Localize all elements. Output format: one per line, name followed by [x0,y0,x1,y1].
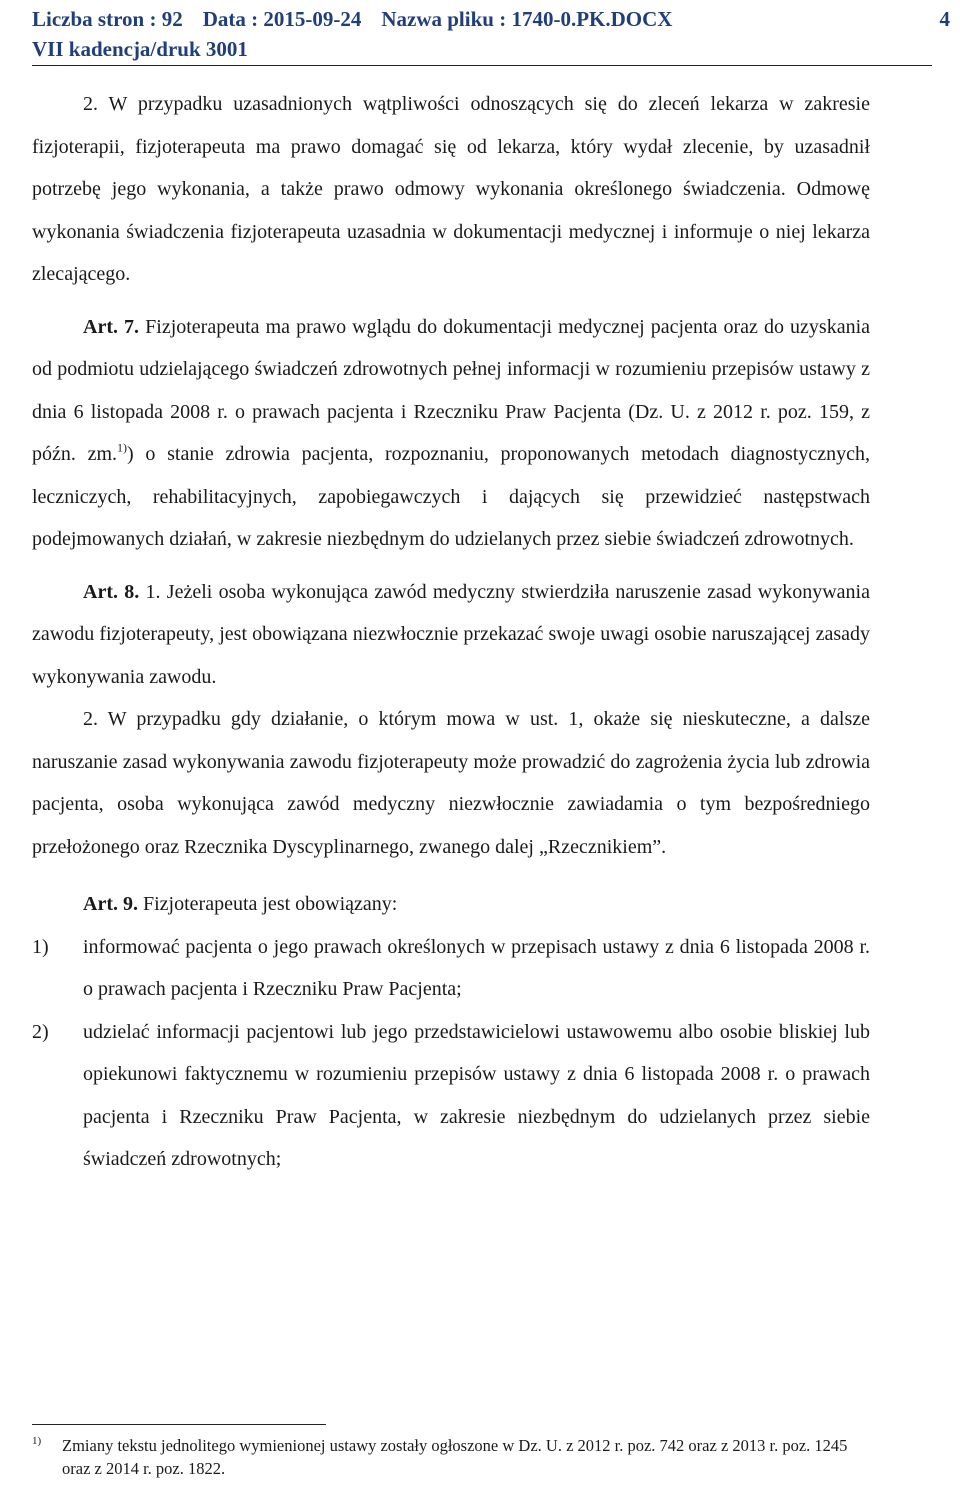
footnote-text: Zmiany tekstu jednolitego wymienionej ustawy zostały ogłoszone w Dz. U. z 2012 r. poz. 742 oraz z 2013 r. poz. 1245 oraz z 2014 r. poz. 1822. [62,1436,848,1478]
article-9-intro: Fizjoterapeuta jest obowiązany: [137,893,398,915]
list-item-text: informować pacjenta o jego prawach określonych w przepisach ustawy z dnia 6 listopada 2008 r. o prawach pacjenta i Rzeczniku Praw Pacjenta; [83,935,870,1000]
article-7-label: Art. 7. [83,315,140,338]
list-item [32,926,870,1011]
file-name: Nazwa pliku : 1740-0.PK.DOCX [381,7,673,31]
header-line-1 [32,4,932,34]
header-line-2: VII kadencja/druk 3001 [32,37,248,61]
page-number: 4 [939,7,950,31]
article-8-paragraph-1: 1. Jeżeli osoba wykonująca zawód medyczny stwierdziła naruszenie zasad wykonywania zawodu fizjoterapeuty, jest obowiązana niezwłocznie przekazać swoje uwagi osobie naruszającej zasady wykonywania zawodu. [32,580,870,688]
document-body [32,83,870,1181]
list-item-number: 2) [32,1020,49,1043]
article-9-list [32,926,870,1181]
list-item [32,1011,870,1181]
article-9-label: Art. 9. [83,893,138,915]
document-header [32,4,932,64]
document-date: Data : 2015-09-24 [202,7,362,31]
paragraph-2: 2. W przypadku uzasadnionych wątpliwości odnoszących się do zleceń lekarza w zakresie fizjoterapii, fizjoterapeuta ma prawo domagać się od lekarza, który wydał zlecenie, by uzasadnił potrzebę jego wykonania, a także prawo odmowy wykonania określonego świadczenia. Odmowę wykonania świadczenia fizjoterapeuta uzasadnia w dokumentacji medycznej i informuje o niej lekarza zlecającego. [32,93,870,285]
list-item-number: 1) [32,935,49,958]
footnote-reference: 1) [117,440,128,455]
article-8-paragraph-2: 2. W przypadku gdy działanie, o którym mowa w ust. 1, okaże się nieskuteczne, a dalsze naruszanie zasad wykonywania zawodu fizjoterapeuty może prowadzić do zagrożenia życia lub zdrowia pacjenta, osoba wykonująca zawód medyczny niezwłocznie zawiadamia o tym bezpośredniego przełożonego oraz Rzecznika Dyscyplinarnego, zwanego dalej „Rzecznikiem”. [32,708,870,858]
footnote-mark: 1) [32,1435,42,1447]
footnote-divider [32,1424,326,1425]
article-7 [32,306,870,561]
footnote [32,1434,870,1480]
article-8 [32,571,870,699]
article-8-label: Art. 8. [83,580,140,603]
article-7-text-continued: ) o stanie zdrowia pacjenta, rozpoznaniu, proponowanych metodach diagnostycznych, leczniczych, rehabilitacyjnych, zapobiegawczych i dających się przewidzieć następstwach podejmowanych działań, w zakresie niezbędnym do udzielanych przez siebie świadczeń zdrowotnych. [32,443,870,550]
article-9 [32,883,870,926]
header-divider [32,65,932,66]
article-7-text: Fizjoterapeuta ma prawo wglądu do dokumentacji medycznej pacjenta oraz do uzyskania od podmiotu udzielającego świadczeń zdrowotnych pełnej informacji w rozumieniu przepisów ustawy z dnia 6 listopada 2008 r. o prawach pacjenta i Rzeczniku Praw Pacjenta (Dz. U. z 2012 r. poz. 159, z późn. zm. [32,315,871,465]
page-count: Liczba stron : 92 [32,7,183,31]
list-item-text: udzielać informacji pacjentowi lub jego przedstawicielowi ustawowemu albo osobie bliskiej lub opiekunowi faktycznemu w rozumieniu przepisów ustawy z dnia 6 listopada 2008 r. o prawach pacjenta i Rzeczniku Praw Pacjenta, w zakresie niezbędnym do udzielanych przez siebie świadczeń zdrowotnych; [83,1020,870,1170]
